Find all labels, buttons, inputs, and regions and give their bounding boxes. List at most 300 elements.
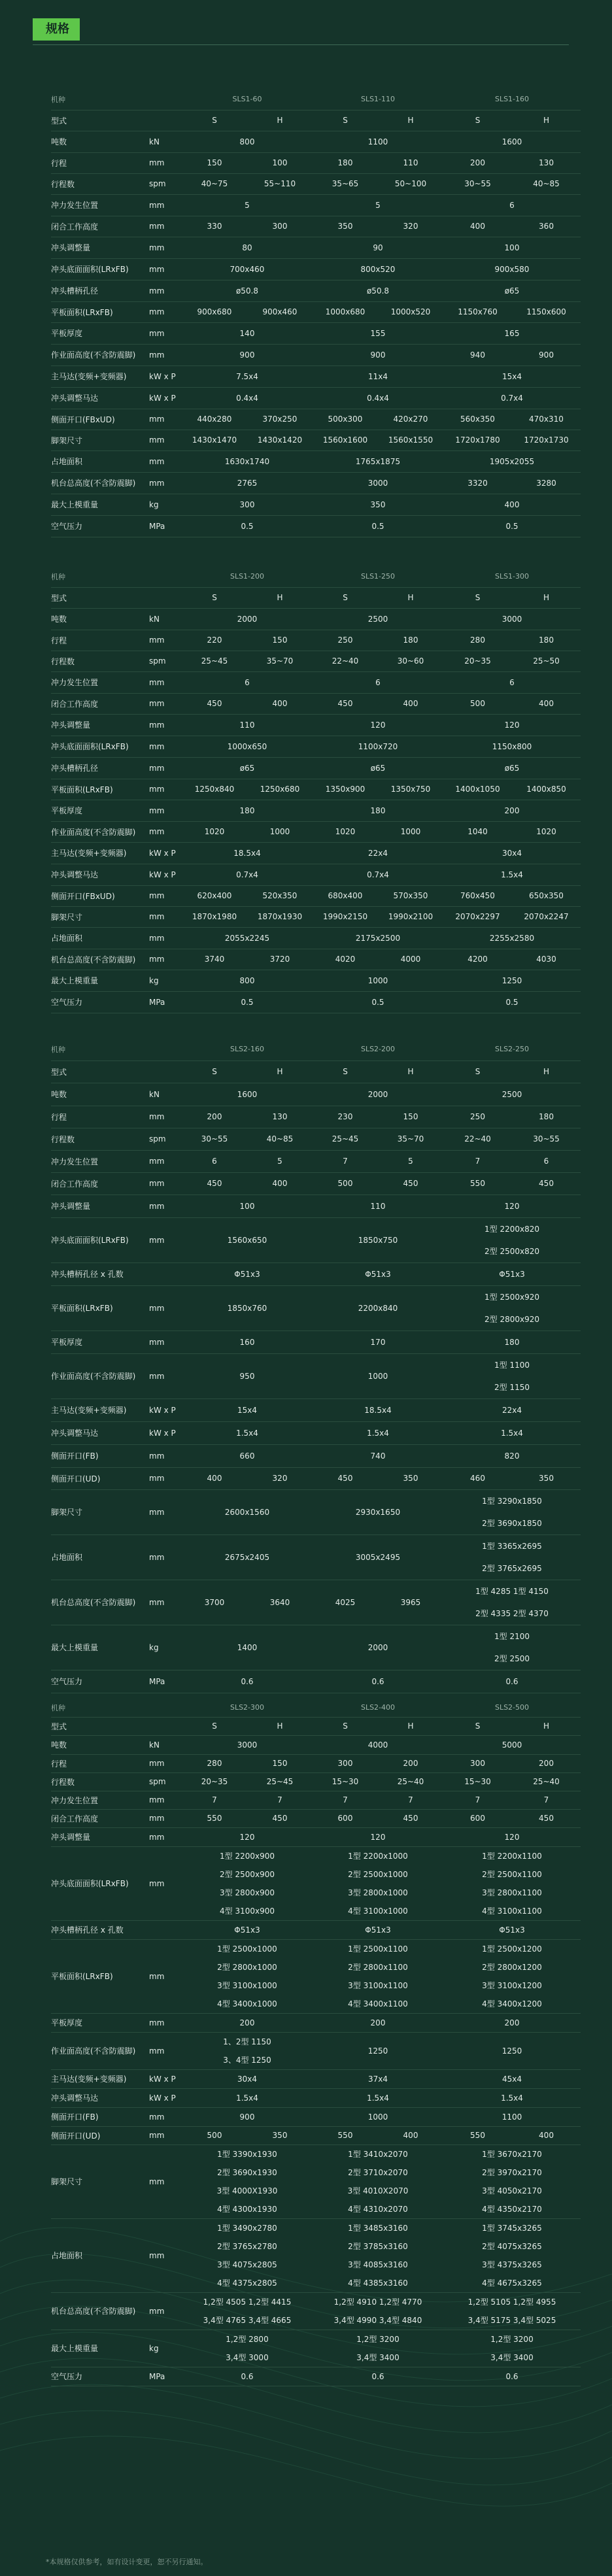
spec-label: 占地面积 — [51, 2251, 83, 2260]
spec-value: 1000 — [367, 2112, 388, 2122]
spec-value: 7 — [408, 1795, 413, 1805]
spec-row — [51, 842, 581, 864]
spec-row — [51, 736, 581, 757]
spec-value: 450 — [539, 1179, 554, 1188]
spec-row — [51, 409, 581, 430]
spec-value: 5 — [245, 200, 250, 210]
spec-value: 165 — [504, 328, 520, 338]
spec-value: 700x460 — [230, 264, 265, 274]
spec-row — [51, 301, 581, 322]
spec-value: 22x4 — [367, 848, 388, 858]
spec-table — [51, 1038, 581, 1693]
model-name: SLS2-400 — [360, 1703, 396, 1712]
spec-value: H — [543, 1067, 550, 1076]
spec-label: 侧面开口(FBxUD) — [51, 415, 115, 424]
spec-row — [51, 1846, 581, 1920]
spec-unit: mm — [149, 785, 165, 794]
spec-label: 吨数 — [51, 615, 67, 624]
spec-unit: mm — [149, 1552, 165, 1562]
spec-table-sls2-160-250 — [51, 1038, 581, 1693]
spec-value: 100 — [504, 243, 520, 252]
spec-value: S — [343, 1721, 348, 1731]
spec-row — [51, 800, 581, 821]
spec-value: 160 — [239, 1337, 255, 1347]
spec-value: 350 — [370, 500, 386, 509]
spec-row — [51, 1106, 581, 1128]
spec-value: 680x400 — [328, 891, 363, 900]
spec-value: 400 — [539, 699, 554, 708]
spec-label: 冲头槽柄孔径 — [51, 764, 99, 773]
spec-row — [51, 651, 581, 671]
spec-value: S — [343, 1067, 348, 1076]
spec-value: 1.5x4 — [367, 2093, 389, 2103]
spec-value: 550 — [337, 2131, 353, 2140]
spec-unit: mm — [149, 435, 165, 445]
spec-value: 50~100 — [394, 179, 427, 188]
model-label: 机种 — [51, 1703, 65, 1712]
spec-value: 1850x750 — [358, 1235, 398, 1245]
spec-label: 冲头槽柄孔径 x 孔数 — [51, 1270, 124, 1279]
spec-value: 1.5x4 — [501, 870, 523, 879]
spec-value: 820 — [504, 1451, 520, 1461]
spec-value: 1型 3670x2170 2型 3970x2170 3型 4050x2170 4型 4350x2170 — [482, 2149, 542, 2214]
spec-value: 18.5x4 — [364, 1405, 392, 1415]
spec-unit: mm — [149, 805, 165, 815]
spec-value: 1150x760 — [458, 307, 498, 316]
spec-row — [51, 2367, 581, 2386]
spec-value: 800 — [239, 975, 255, 985]
spec-value: 40~85 — [533, 179, 560, 188]
spec-value: 0.5 — [505, 997, 518, 1007]
spec-label: 脚架尺寸 — [51, 912, 83, 922]
spec-row — [51, 430, 581, 450]
spec-value: 350 — [403, 1474, 418, 1483]
spec-value: Φ51x3 — [234, 1269, 260, 1279]
spec-row — [51, 1670, 581, 1693]
header-rule — [33, 44, 569, 45]
spec-label: 平板面积(LRxFB) — [51, 1304, 113, 1313]
spec-value: 120 — [504, 720, 520, 730]
spec-value: ø50.8 — [366, 286, 390, 296]
spec-label: 闭合工作高度 — [51, 1179, 99, 1189]
spec-value: 1250 — [367, 2046, 388, 2056]
spec-row — [51, 864, 581, 885]
spec-value: 180 — [403, 636, 418, 645]
spec-row — [51, 906, 581, 927]
spec-value: 55~110 — [264, 179, 296, 188]
spec-value: 2600x1560 — [224, 1507, 270, 1517]
spec-label: 空气压力 — [51, 998, 83, 1007]
spec-value: 110 — [239, 720, 255, 730]
spec-label: 脚架尺寸 — [51, 1508, 83, 1517]
spec-value: 200 — [470, 158, 485, 167]
spec-value: 250 — [337, 636, 353, 645]
spec-value: 3000 — [502, 614, 522, 624]
spec-row — [51, 1353, 581, 1398]
spec-value: 900 — [239, 350, 255, 360]
spec-value: 1020 — [335, 827, 356, 836]
spec-value: 520x350 — [262, 891, 298, 900]
spec-value: 1000x650 — [227, 741, 267, 751]
spec-row — [51, 608, 581, 630]
spec-label: 闭合工作高度 — [51, 222, 99, 231]
spec-value: 0.6 — [505, 1676, 518, 1686]
spec-unit: mm — [149, 2177, 165, 2186]
spec-unit: mm — [149, 200, 165, 210]
spec-row — [51, 216, 581, 237]
spec-row — [51, 2107, 581, 2126]
spec-value: 2500 — [502, 1089, 522, 1099]
spec-row — [51, 1128, 581, 1150]
spec-value: 5 — [277, 1157, 282, 1166]
footnote: *本规格仅供参考，如有设计变更，恕不另行通知。 — [46, 2558, 208, 2566]
spec-value: 7 — [277, 1795, 282, 1805]
spec-value: 1.5x4 — [236, 2093, 258, 2103]
spec-value: 740 — [370, 1451, 386, 1461]
spec-value: 1.5x4 — [501, 1428, 523, 1438]
spec-value: H — [277, 116, 283, 125]
spec-value: 1,2型 4910 1,2型 4770 3,4型 4990 3,4型 4840 — [333, 2297, 422, 2325]
spec-value: 1型 1100 2型 1150 — [494, 1360, 530, 1392]
spec-row — [51, 885, 581, 906]
spec-row — [51, 1772, 581, 1791]
spec-value: 0.6 — [241, 1676, 254, 1686]
spec-value: 3320 — [468, 478, 488, 488]
spec-value: 25~45 — [266, 1777, 294, 1786]
spec-value: H — [543, 593, 550, 602]
spec-value: 7 — [212, 1795, 217, 1805]
spec-value: 1430x1420 — [257, 435, 303, 445]
spec-value: 120 — [504, 1201, 520, 1211]
spec-unit: mm — [149, 456, 165, 466]
spec-value: 1000 — [367, 1371, 388, 1381]
spec-value: 300 — [470, 1759, 485, 1768]
spec-value: 0.6 — [241, 2371, 254, 2381]
spec-value: 350 — [539, 1474, 554, 1483]
spec-value: S — [475, 1067, 481, 1076]
spec-value: ø65 — [370, 763, 386, 773]
spec-value: 1,2型 3200 3,4型 3400 — [356, 2334, 400, 2362]
spec-row — [51, 365, 581, 387]
spec-value: S — [475, 116, 481, 125]
spec-value: 20~35 — [464, 656, 491, 666]
spec-unit: mm — [149, 1878, 165, 1888]
spec-value: 0.6 — [371, 1676, 384, 1686]
model-label: 机种 — [51, 1045, 65, 1054]
spec-label: 机台总高度(不含防震脚) — [51, 955, 136, 964]
spec-row — [51, 472, 581, 494]
spec-value: S — [212, 1721, 217, 1731]
spec-value: 500 — [470, 699, 485, 708]
spec-value: 0.7x4 — [367, 870, 389, 879]
spec-value: 15~30 — [332, 1777, 359, 1786]
spec-value: 155 — [370, 328, 386, 338]
spec-value: 2000 — [367, 1089, 388, 1099]
spec-value: 180 — [539, 1112, 554, 1121]
spec-unit: mm — [149, 699, 165, 708]
spec-unit: kW x P — [149, 371, 176, 381]
spec-value: 2000 — [237, 614, 258, 624]
spec-value: 30~55 — [201, 1134, 228, 1144]
spec-value: 1型 2500x1100 2型 2800x1100 3型 3100x1100 4型 3400x1100 — [348, 1944, 408, 2008]
spec-label: 平板面积(LRxFB) — [51, 307, 113, 317]
spec-value: 150 — [403, 1112, 418, 1121]
spec-value: 3000 — [237, 1740, 258, 1750]
spec-value: S — [343, 593, 348, 602]
spec-value: 120 — [370, 720, 386, 730]
spec-value: 2070x2247 — [524, 912, 569, 921]
spec-unit: mm — [149, 2112, 165, 2122]
spec-value: 460 — [470, 1474, 485, 1483]
spec-value: 1型 2200x1000 2型 2500x1000 3型 2800x1000 4型 3100x1000 — [348, 1851, 408, 1916]
spec-value: ø65 — [239, 763, 255, 773]
spec-value: 180 — [539, 636, 554, 645]
model-label: 机种 — [51, 95, 65, 104]
spec-value: 180 — [504, 1337, 520, 1347]
spec-value: Φ51x3 — [234, 1925, 260, 1935]
spec-value: 350 — [337, 222, 353, 231]
model-name: SLS1-300 — [494, 572, 530, 581]
spec-row — [51, 1920, 581, 1939]
spec-unit: mm — [149, 350, 165, 360]
spec-row — [51, 2032, 581, 2069]
spec-row — [51, 173, 581, 194]
spec-label: 冲头调整量 — [51, 1833, 91, 1842]
spec-value: 400 — [403, 2131, 418, 2140]
spec-row — [51, 1939, 581, 2013]
spec-value: 2255x2580 — [489, 933, 535, 943]
spec-value: 4020 — [335, 955, 356, 964]
spec-label: 冲力发生位置 — [51, 1157, 99, 1166]
spec-value: 15x4 — [502, 371, 522, 381]
spec-row — [51, 2144, 581, 2218]
spec-value: 20~35 — [201, 1777, 228, 1786]
spec-value: 30~60 — [397, 656, 424, 666]
spec-value: 30~55 — [533, 1134, 560, 1144]
spec-value: 2070x2297 — [455, 912, 500, 921]
spec-value: 300 — [239, 500, 255, 509]
spec-row — [51, 1060, 581, 1083]
spec-value: 280 — [470, 636, 485, 645]
spec-row — [51, 1735, 581, 1754]
spec-value: 1400 — [237, 1642, 258, 1652]
spec-unit: mm — [149, 307, 165, 316]
spec-value: 180 — [337, 158, 353, 167]
spec-table — [51, 566, 581, 1013]
spec-unit: MPa — [149, 521, 165, 531]
spec-value: 6 — [375, 677, 381, 687]
spec-unit: spm — [149, 1777, 166, 1786]
spec-value: 0.5 — [505, 521, 518, 531]
spec-value: 1000x680 — [325, 307, 366, 316]
spec-value: 1600 — [502, 137, 522, 146]
spec-unit: mm — [149, 1832, 165, 1842]
spec-unit: mm — [149, 933, 165, 943]
spec-row — [51, 2013, 581, 2032]
spec-value: 200 — [539, 1759, 554, 1768]
spec-value: 1560x650 — [227, 1235, 267, 1245]
spec-value: 1、2型 1150 3、4型 1250 — [223, 2037, 271, 2065]
spec-value: 3005x2495 — [355, 1552, 401, 1562]
spec-value: 2000 — [367, 1642, 388, 1652]
spec-value: 0.7x4 — [236, 870, 258, 879]
spec-value: 150 — [272, 636, 288, 645]
spec-value: 660 — [239, 1451, 255, 1461]
spec-label: 吨数 — [51, 1090, 67, 1099]
spec-unit: kW x P — [149, 1405, 176, 1415]
spec-value: 5 — [375, 200, 381, 210]
spec-row — [51, 2292, 581, 2330]
spec-label: 闭合工作高度 — [51, 1814, 99, 1823]
model-row — [51, 1038, 581, 1060]
spec-row — [51, 714, 581, 736]
model-name: SLS2-160 — [230, 1045, 265, 1054]
spec-value: 950 — [239, 1371, 255, 1381]
spec-value: 1765x1875 — [355, 456, 401, 466]
model-name: SLS2-200 — [360, 1045, 396, 1054]
spec-value: 0.5 — [371, 521, 384, 531]
spec-value: 550 — [470, 2131, 485, 2140]
spec-label: 最大上模重量 — [51, 976, 99, 985]
spec-row — [51, 194, 581, 216]
spec-row — [51, 450, 581, 472]
spec-value: 1型 2200x900 2型 2500x900 3型 2800x900 4型 3100x900 — [220, 1851, 275, 1916]
spec-row — [51, 693, 581, 714]
spec-row — [51, 587, 581, 608]
spec-value: 450 — [272, 1814, 288, 1823]
spec-value: 4030 — [536, 955, 556, 964]
spec-unit: mm — [149, 1759, 165, 1768]
spec-row — [51, 1467, 581, 1489]
spec-row — [51, 152, 581, 173]
spec-value: S — [212, 593, 217, 602]
spec-label: 吨数 — [51, 1740, 67, 1750]
spec-label: 作业面高度(不含防震脚) — [51, 1372, 136, 1381]
spec-label: 空气压力 — [51, 1677, 83, 1686]
spec-row — [51, 131, 581, 152]
spec-value: 25~45 — [201, 656, 228, 666]
spec-value: 1型 2500x1200 2型 2800x1200 3型 3100x1200 4型 3400x1200 — [482, 1944, 542, 2008]
spec-value: 120 — [239, 1832, 255, 1842]
spec-value: S — [212, 1067, 217, 1076]
spec-label: 型式 — [51, 116, 67, 126]
spec-value: 45x4 — [502, 2074, 522, 2084]
spec-row — [51, 1217, 581, 1263]
spec-value: 22x4 — [502, 1405, 522, 1415]
spec-unit: mm — [149, 2306, 165, 2316]
spec-value: 1000 — [269, 827, 290, 836]
spec-label: 冲头调整马达 — [51, 1429, 99, 1438]
spec-label: 主马达(变频+变频器) — [51, 372, 127, 381]
spec-unit: kN — [149, 137, 160, 146]
spec-row — [51, 1717, 581, 1735]
model-name: SLS1-200 — [230, 572, 265, 581]
spec-row — [51, 322, 581, 344]
spec-value: 420x270 — [393, 415, 428, 424]
spec-value: 35~65 — [332, 179, 359, 188]
spec-value: 1630x1740 — [224, 456, 270, 466]
spec-value: 1020 — [536, 827, 556, 836]
spec-value: 1350x750 — [390, 785, 431, 794]
spec-row — [51, 1285, 581, 1330]
spec-row — [51, 1580, 581, 1625]
spec-value: 5 — [408, 1157, 413, 1166]
spec-value: 2200x840 — [358, 1303, 398, 1313]
spec-label: 作业面高度(不含防震脚) — [51, 350, 136, 360]
spec-label: 侧面开口(FB) — [51, 2112, 99, 2122]
spec-value: 450 — [337, 1474, 353, 1483]
spec-value: 120 — [504, 1832, 520, 1842]
spec-value: 1020 — [204, 827, 225, 836]
spec-value: 440x280 — [197, 415, 232, 424]
spec-value: S — [212, 116, 217, 125]
spec-unit: mm — [149, 328, 165, 338]
spec-row — [51, 2218, 581, 2292]
spec-value: 1型 2500x920 2型 2800x920 — [484, 1292, 539, 1324]
spec-value: 800x520 — [360, 264, 396, 274]
spec-value: S — [475, 593, 481, 602]
spec-value: 4000 — [400, 955, 421, 964]
spec-value: 40~75 — [201, 179, 228, 188]
model-row — [51, 1699, 581, 1717]
spec-value: 0.7x4 — [501, 393, 523, 403]
spec-value: 1040 — [468, 827, 488, 836]
spec-unit: kW x P — [149, 2074, 176, 2084]
spec-value: H — [407, 116, 414, 125]
spec-value: 1型 3290x1850 2型 3690x1850 — [482, 1496, 542, 1528]
spec-value: 100 — [272, 158, 288, 167]
spec-value: 900 — [239, 2112, 255, 2122]
spec-value: 7 — [343, 1795, 348, 1805]
spec-value: 7 — [475, 1157, 481, 1166]
spec-row — [51, 2330, 581, 2367]
spec-label: 平板厚度 — [51, 806, 83, 815]
spec-label: 主马达(变频+变频器) — [51, 2075, 127, 2084]
spec-unit: mm — [149, 827, 165, 836]
spec-label: 占地面积 — [51, 457, 83, 466]
spec-value: 35~70 — [397, 1134, 424, 1144]
spec-unit: mm — [149, 286, 165, 296]
spec-unit: mm — [149, 2250, 165, 2260]
spec-unit: mm — [149, 1337, 165, 1347]
spec-row — [51, 110, 581, 131]
spec-value: 600 — [337, 1814, 353, 1823]
spec-row — [51, 949, 581, 970]
spec-unit — [149, 1920, 182, 1939]
spec-value: 280 — [207, 1759, 222, 1768]
spec-value: 220 — [207, 636, 222, 645]
spec-value: 11x4 — [367, 371, 388, 381]
spec-value: H — [407, 1067, 414, 1076]
spec-unit: mm — [149, 1451, 165, 1461]
spec-label: 冲头调整量 — [51, 720, 91, 730]
spec-unit: mm — [149, 1507, 165, 1517]
spec-value: 500 — [207, 2131, 222, 2140]
spec-value: 400 — [272, 1179, 288, 1188]
spec-unit: mm — [149, 1597, 165, 1607]
spec-table — [51, 1699, 581, 2386]
spec-value: 0.6 — [505, 2371, 518, 2381]
spec-value: 5000 — [502, 1740, 522, 1750]
spec-value: 30x4 — [237, 2074, 257, 2084]
spec-label: 占地面积 — [51, 1553, 83, 1562]
spec-label: 冲头槽柄孔径 — [51, 286, 99, 296]
spec-row — [51, 2126, 581, 2144]
spec-table — [51, 89, 581, 537]
spec-label: 脚架尺寸 — [51, 2177, 83, 2186]
spec-value: 1型 3490x2780 2型 3765x2780 3型 4075x2805 4型 4375x2805 — [217, 2223, 277, 2288]
spec-value: 200 — [239, 2018, 255, 2027]
